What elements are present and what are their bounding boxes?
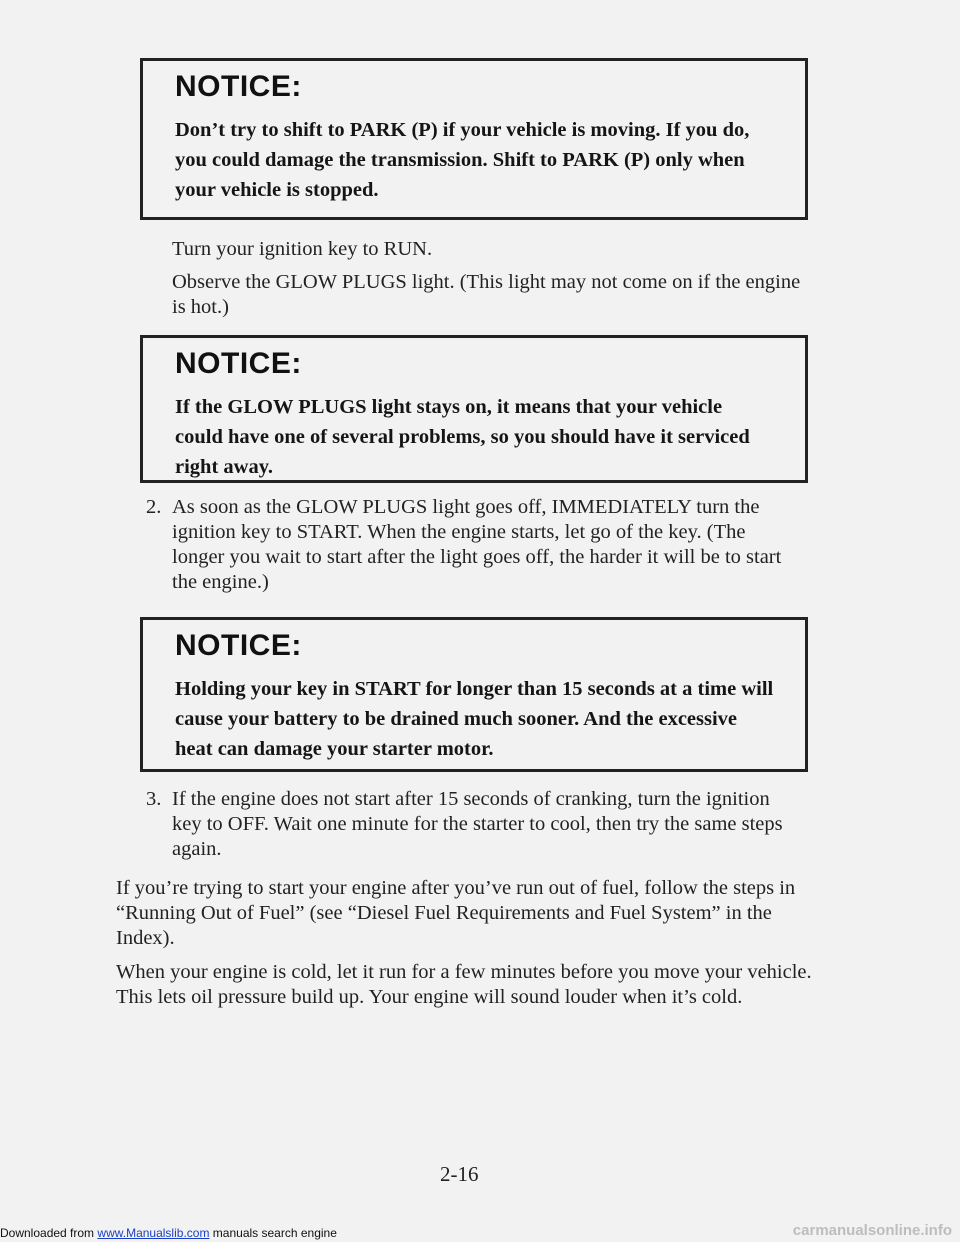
notice-title: NOTICE:	[175, 70, 302, 103]
notice-body: Don’t try to shift to PARK (P) if your vehicle is moving. If you do, you could damage the transmission. Shift to PARK (P) only when your vehicle is stopped.	[175, 119, 750, 201]
notice-body: If the GLOW PLUGS light stays on, it means that your vehicle could have one of several problems, so you should have it serviced right away.	[175, 396, 750, 478]
banner-prefix: Downloaded from	[0, 1226, 95, 1240]
step-number: 2.	[146, 496, 162, 518]
step-2	[146, 495, 806, 599]
paragraph-observe-glow-plugs: Observe the GLOW PLUGS light. (This light may not come on if the engine is hot.)	[172, 271, 801, 318]
notice-box-park	[140, 58, 808, 220]
download-banner	[0, 1225, 700, 1242]
step-text: If the engine does not start after 15 seconds of cranking, turn the ignition key to OFF. Wait one minute for the starter to cool, then try the same steps again.	[172, 788, 783, 860]
paragraph-turn-key: Turn your ignition key to RUN.	[172, 238, 433, 260]
notice-box-glow-plugs	[140, 335, 808, 483]
step-number: 3.	[146, 788, 162, 810]
paragraph-cold-engine: When your engine is cold, let it run for a few minutes before you move your vehicle. This lets oil pressure build up. Your engine will sound louder when it’s cold.	[116, 961, 812, 1008]
page-number: 2-16	[440, 1162, 479, 1186]
step-text: As soon as the GLOW PLUGS light goes off, IMMEDIATELY turn the ignition key to START. When the engine starts, let go of the key. (The longer you wait to start after the light goes off, the harder it will be to start the engine.)	[172, 496, 782, 593]
notice-box-starter	[140, 617, 808, 772]
step-3	[146, 787, 806, 865]
notice-body: Holding your key in START for longer than 15 seconds at a time will cause your battery to be drained much sooner. And the excessive heat can damage your starter motor.	[175, 678, 774, 760]
notice-title: NOTICE:	[175, 347, 302, 380]
manualslib-link[interactable]: www.Manualslib.com	[97, 1226, 210, 1240]
watermark: carmanualsonline.info	[792, 1222, 952, 1239]
notice-title: NOTICE:	[175, 629, 302, 662]
paragraph-out-of-fuel: If you’re trying to start your engine after you’ve run out of fuel, follow the steps in “Running Out of Fuel” (see “Diesel Fuel Requirements and Fuel System” in the Index).	[116, 877, 796, 949]
banner-suffix: manuals search engine	[212, 1226, 337, 1240]
